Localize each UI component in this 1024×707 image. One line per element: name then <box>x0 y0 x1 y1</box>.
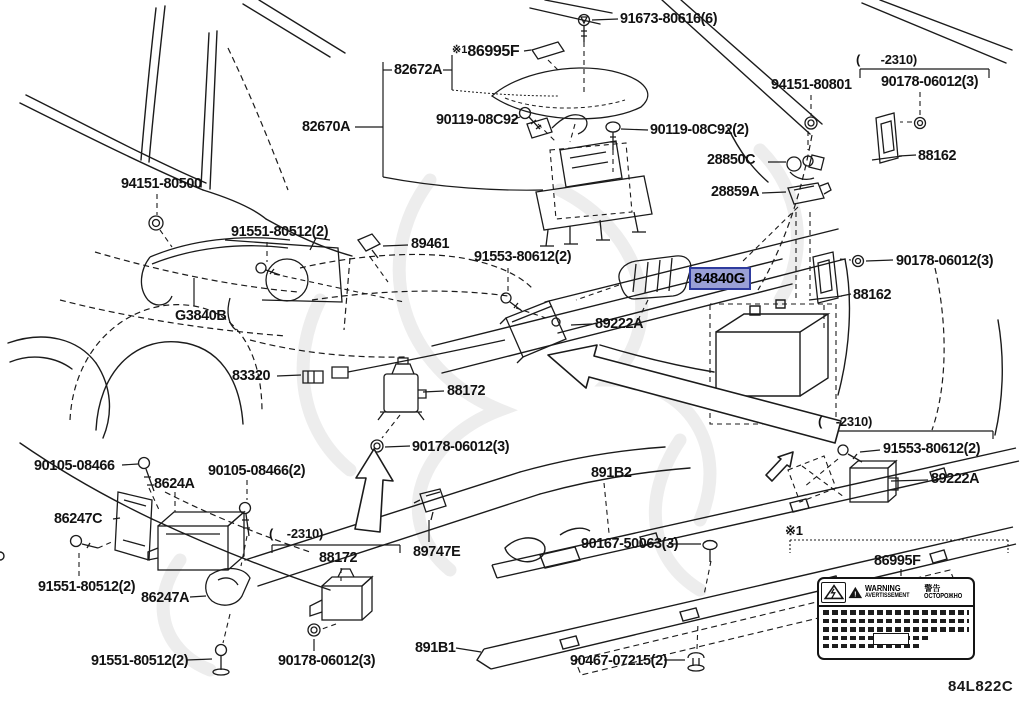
part-label: 90167-50063(3) <box>581 535 679 552</box>
part-label: 91551-80512(2) <box>231 223 329 240</box>
warning-sticker-body <box>819 607 973 648</box>
warning-sticker <box>817 577 975 660</box>
warning-text-ru: ОСТОРОЖНО <box>924 592 963 600</box>
part-label: 90467-07215(2) <box>570 652 668 669</box>
footnote-marker: ※1 <box>785 523 803 538</box>
part-label: 90119-08C92(2) <box>650 121 749 138</box>
part-label: 28859A <box>711 183 760 200</box>
warning-triangle-icon <box>848 584 863 601</box>
part-label: 86247C <box>54 510 103 527</box>
part-label: 891B2 <box>591 464 632 481</box>
part-label: 88172 <box>319 549 358 566</box>
footnote-prefix: ※1 <box>452 44 468 56</box>
part-label: 90178-06012(3) <box>881 73 979 90</box>
part-label: 90178-06012(3) <box>278 652 376 669</box>
part-label: 91551-80512(2) <box>91 652 189 669</box>
part-label: 28850C <box>707 151 756 168</box>
part-label: 91553-80612(2) <box>474 248 572 265</box>
warning-text-ja: 警告 <box>924 583 941 593</box>
selected-part-label[interactable]: 84840G <box>689 267 751 290</box>
part-label: 89747E <box>413 543 461 560</box>
footnote-part: 86995F <box>467 43 520 60</box>
part-label: 89461 <box>411 235 450 252</box>
part-label: 891B1 <box>415 639 456 656</box>
part-label: 88162 <box>853 286 892 303</box>
svg-text:!: ! <box>854 588 857 598</box>
part-label: 90178-06012(3) <box>896 252 994 269</box>
part-label: 94151-80500 <box>121 175 202 192</box>
part-label: 88172 <box>447 382 486 399</box>
part-label: 91551-80512(2) <box>38 578 136 595</box>
part-label: 89222A <box>931 470 980 487</box>
part-label: 94151-80801 <box>771 76 852 93</box>
part-label: 91553-80612(2) <box>883 440 981 457</box>
part-label: 91673-80616(6) <box>620 10 718 27</box>
group-caption: ( -2310) <box>269 526 324 541</box>
part-label: 8624A <box>154 475 195 492</box>
warning-sticker-notch <box>873 633 909 645</box>
warning-sticker-header <box>819 579 973 607</box>
high-voltage-icon <box>821 582 846 603</box>
part-label: 82672A <box>394 61 443 78</box>
part-label: 86995F <box>874 552 921 569</box>
part-label: 83320 <box>232 367 271 384</box>
warning-text-en: WARNING <box>864 583 901 593</box>
part-label: 90105-08466 <box>34 457 115 474</box>
diagram-code: 84L822C <box>948 678 1014 695</box>
part-label: G3840B <box>175 307 227 324</box>
footnote-part-label <box>452 43 519 61</box>
part-label: 90105-08466(2) <box>208 462 306 479</box>
part-label: 88162 <box>918 147 957 164</box>
part-label: 90178-06012(3) <box>412 438 510 455</box>
part-label: 89222A <box>595 315 644 332</box>
group-caption: ( -2310) <box>818 414 873 429</box>
group-caption: ( -2310) <box>856 52 917 67</box>
part-label: 86247A <box>141 589 190 606</box>
part-label: 82670A <box>302 118 351 135</box>
part-label: 90119-08C92 <box>436 111 519 128</box>
warning-text-fr: AVERTISSEMENT <box>864 591 910 599</box>
